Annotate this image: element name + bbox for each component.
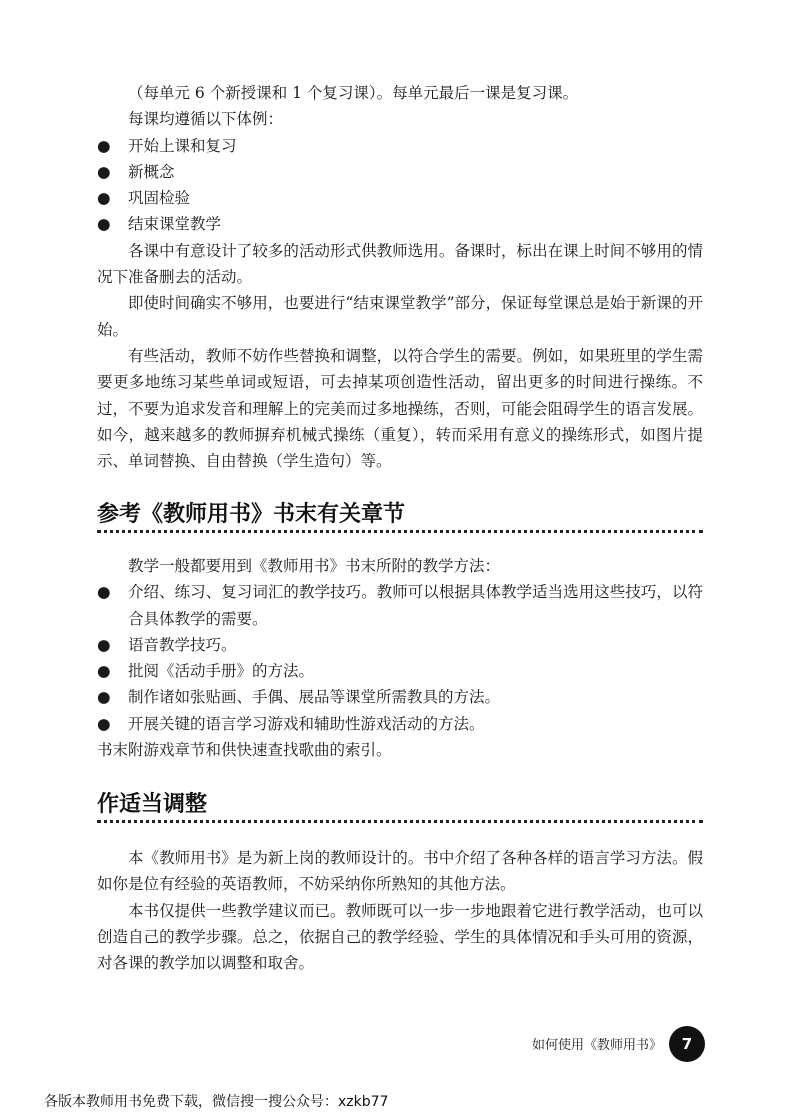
intro-block <box>97 80 703 474</box>
list-item: ● 开展关键的语言学习游戏和辅助性游戏活动的方法。 <box>97 711 703 737</box>
section-divider <box>97 530 703 533</box>
section-title-adjustment: 作适当调整 <box>97 792 208 817</box>
bullet-icon: ● <box>97 688 111 707</box>
bullet-icon: ● <box>97 136 111 155</box>
list-item: ● 新概念 <box>97 159 703 185</box>
bullet-icon: ● <box>97 215 111 234</box>
paragraph-new-teachers: 本《教师用书》是为新上岗的教师设计的。书中介绍了各种各样的语言学习方法。假如你是位有经验的英语教师，不妨采纳你所熟知的其他方法。 <box>97 849 703 894</box>
paragraph-unit-structure: （每单元 6 个新授课和 1 个复习课）。每单元最后一课是复习课。 <box>128 84 579 102</box>
list-item: ● 巩固检验 <box>97 185 703 211</box>
list-item: ● 制作诸如张贴画、手偶、展品等课堂所需教具的方法。 <box>97 684 703 710</box>
paragraph-reference-outro: 书末附游戏章节和供快速查找歌曲的索引。 <box>97 741 392 760</box>
paragraph-reference-intro: 教学一般都要用到《教师用书》书末所附的教学方法： <box>128 557 501 575</box>
list-item: ● 结束课堂教学 <box>97 211 703 237</box>
paragraph-lesson-format: 每课均遵循以下体例： <box>128 110 284 129</box>
paragraph-activities: 各课中有意设计了较多的活动形式供教师选用。备课时，标出在课上时间不够用的情况下准备删去的活动。 <box>97 241 703 287</box>
section-divider <box>97 820 703 823</box>
bullet-icon: ● <box>97 662 111 681</box>
watermark-text: 各版本教师用书免费下载，微信搜一搜公众号：xzkb77 <box>44 1094 389 1110</box>
paragraph-suggestions: 本书仅提供一些教学建议而已。教师既可以一步一步地跟着它进行教学活动，也可以创造自己的教学步骤。总之，依据自己的教学经验、学生的具体情况和手头可用的资源，对各课的教学加以调整和取舍。 <box>97 901 703 973</box>
list-item: ● 介绍、练习、复习词汇的教学技巧。教师可以根据具体教学适当选用这些技巧，以符合具体教学的需要。 <box>97 579 703 632</box>
bullet-icon: ● <box>97 635 111 654</box>
reference-block <box>97 553 703 763</box>
bullet-icon: ● <box>97 162 111 181</box>
adjustment-block <box>97 845 703 976</box>
running-footer: 如何使用《教师用书》 <box>531 1038 662 1053</box>
paragraph-adjustment: 有些活动，教师不妨作些替换和调整，以符合学生的需要。例如，如果班里的学生需要更多地练习某些单词或短语，可去掉某项创造性活动，留出更多的时间进行操练。不过，不要为追求发音和理解上的完美而过多地操练，否则，可能会阻碍学生的语言发展。如今，越来越多的教师摒弃机械式操练（重复），转而采用有意义的操练形式，如图片提示、单词替换、自由替换（学生造句）等。 <box>97 346 703 471</box>
list-item: ● 批阅《活动手册》的方法。 <box>97 658 703 684</box>
section-title-reference: 参考《教师用书》书末有关章节 <box>97 502 406 527</box>
list-item: ● 语音教学技巧。 <box>97 632 703 658</box>
bullet-icon: ● <box>97 714 111 733</box>
page-number-badge: 7 <box>669 1026 705 1062</box>
bullet-icon: ● <box>97 189 111 208</box>
paragraph-time: 即使时间确实不够用，也要进行“结束课堂教学”部分，保证每堂课总是始于新课的开始。 <box>97 294 703 339</box>
bullet-icon: ● <box>97 583 111 602</box>
list-item: ● 开始上课和复习 <box>97 133 703 159</box>
